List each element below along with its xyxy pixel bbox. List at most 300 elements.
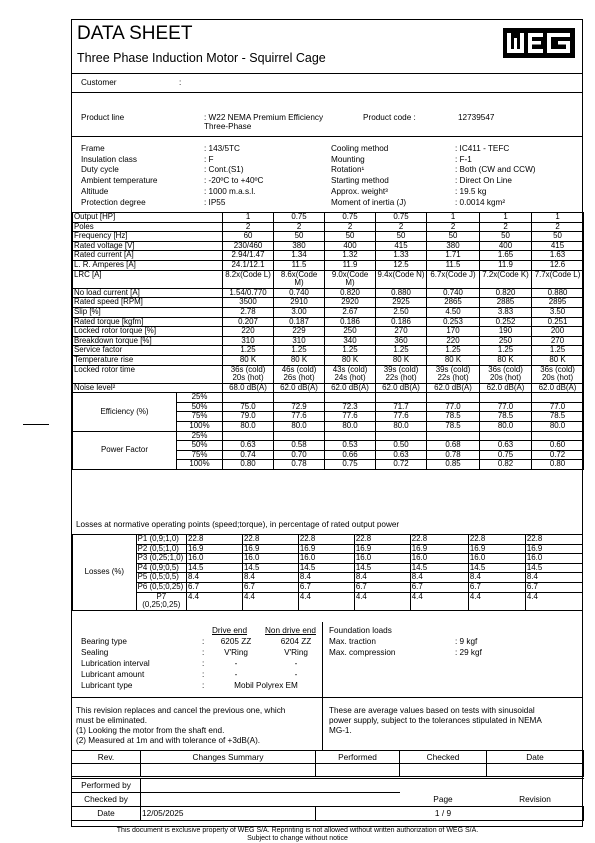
note-line: (1) Looking the motor from the shaft end. — [76, 726, 225, 735]
cell-line-1: 39s (cold) — [383, 365, 419, 374]
cell-value: 0.207 — [223, 317, 274, 327]
spec-value: : IC411 - TEFC — [455, 144, 510, 153]
cell-value — [376, 431, 427, 441]
spec-label: Duty cycle — [81, 165, 119, 175]
row-label: Temperature rise — [73, 355, 223, 365]
load-label: 50% — [177, 441, 223, 451]
divider — [72, 136, 582, 137]
cell-value: 16.0 — [242, 554, 298, 564]
cell-value: 4.50 — [427, 307, 480, 317]
cell-value — [325, 393, 376, 403]
cell-value: 4.4 — [354, 592, 410, 610]
cell-value: 4.4 — [187, 592, 243, 610]
perf-row — [73, 288, 584, 298]
cell-value: 6.7 — [187, 582, 243, 592]
noise-row — [73, 383, 584, 393]
cell-value: 2 — [274, 222, 325, 232]
bearing-sep: : — [202, 659, 205, 668]
perf-row — [73, 336, 584, 346]
cell-value: 1 — [480, 213, 532, 223]
cell-value: 62.0 dB(A) — [376, 383, 427, 393]
cell-value: 0.186 — [325, 317, 376, 327]
cell-value: 0.251 — [532, 317, 584, 327]
cell-value: 2885 — [480, 298, 532, 308]
revision-table — [71, 750, 584, 777]
row-label: Poles — [73, 222, 223, 232]
losses-row — [73, 535, 583, 545]
cell-value: 8.4 — [410, 573, 468, 583]
bearing-sep: : — [202, 648, 205, 657]
cell-value: 8.4 — [354, 573, 410, 583]
cell-value: 0.880 — [376, 288, 427, 298]
cell-value: 11.9 — [325, 260, 376, 270]
bearing-nde-value: V'Ring — [284, 648, 308, 657]
row-label: Rated current [A] — [73, 251, 223, 261]
cell-value: 62.0 dB(A) — [480, 383, 532, 393]
bearing-de-value: Mobil Polyrex EM — [234, 681, 298, 690]
cell-value: 77.0 — [427, 402, 480, 412]
spec-value: : 19.5 kg — [455, 186, 487, 196]
row-label: Breakdown torque [%] — [73, 336, 223, 346]
row-label: No load current [A] — [73, 288, 223, 298]
perf-row — [73, 260, 584, 270]
cell-value: 0.75 — [325, 213, 376, 223]
cell-value: 1.25 — [376, 346, 427, 356]
cell-value: 415 — [532, 241, 584, 251]
cell-value: 0.75 — [376, 213, 427, 223]
cell-value — [325, 431, 376, 441]
divider — [72, 697, 582, 698]
row-label: Slip [%] — [73, 307, 223, 317]
cell-value: 50 — [376, 232, 427, 242]
cell-value — [325, 270, 376, 288]
cell-value — [274, 393, 325, 403]
cell-value: 75.0 — [223, 402, 274, 412]
load-label: 25% — [177, 393, 223, 403]
bearing-sep: : — [202, 637, 205, 646]
cell-value: 16.9 — [525, 544, 582, 554]
cell-value: 2.67 — [325, 307, 376, 317]
cell-value — [532, 431, 584, 441]
cell-value: 2865 — [427, 298, 480, 308]
spec-value: : -20ºC to +40ºC — [204, 176, 264, 186]
cell-value: 0.58 — [274, 441, 325, 451]
cell-value: 71.7 — [376, 402, 427, 412]
cell-value: 220 — [427, 336, 480, 346]
cell-value: 78.5 — [427, 422, 480, 432]
perf-row — [73, 327, 584, 337]
losses-table — [72, 534, 583, 611]
cell-value: 14.5 — [525, 563, 582, 573]
cell-value: 2920 — [325, 298, 376, 308]
note-line: MG-1. — [329, 726, 352, 735]
cell-value: 80 K — [427, 355, 480, 365]
cell-line-1: 8.6x(Code — [280, 270, 318, 279]
perf-row — [73, 213, 584, 223]
cell-value — [274, 365, 325, 383]
spec-value: : Direct On Line — [455, 176, 512, 186]
cell-value: 270 — [376, 327, 427, 337]
cell-value: 22.8 — [298, 535, 354, 545]
cell-value — [427, 270, 480, 288]
row-label: Output [HP] — [73, 213, 223, 223]
cell-value: 80.0 — [376, 422, 427, 432]
cell-line-1: 36s (cold) — [488, 365, 523, 374]
cell-value: 3500 — [223, 298, 274, 308]
spec-label: Approx. weight³ — [331, 186, 388, 196]
page-label: Page — [433, 793, 453, 804]
cell-value: 6.7 — [525, 582, 582, 592]
divider — [72, 73, 582, 74]
cell-value: 16.9 — [468, 544, 525, 554]
cell-value: 2895 — [532, 298, 584, 308]
cell-value: 0.68 — [427, 441, 480, 451]
revision-label: Revision — [519, 793, 551, 804]
foundation-value: : 9 kgf — [455, 637, 478, 646]
cell-value: 16.9 — [187, 544, 243, 554]
cell-value: 78.5 — [480, 412, 532, 422]
cell-value — [223, 270, 274, 288]
spec-value: : 143/5TC — [204, 144, 240, 153]
cell-line-1: 7.2x(Code K) — [482, 270, 529, 279]
cell-value: 50 — [480, 232, 532, 242]
cell-value: 22.8 — [187, 535, 243, 545]
foundation-value: : 29 kgf — [455, 648, 482, 657]
bearing-label: Sealing — [81, 648, 109, 657]
losses-row — [73, 573, 583, 583]
weg-logo — [503, 28, 575, 58]
cell-value: 230/460 — [223, 241, 274, 251]
cell-value: 0.50 — [376, 441, 427, 451]
row-label: Locked rotor time — [73, 365, 223, 383]
customer-label: Customer — [81, 78, 117, 87]
spec-label: Ambient temperature — [81, 176, 158, 186]
cell-value — [376, 393, 427, 403]
cell-value: 0.80 — [223, 460, 274, 470]
cell-value: 6.7 — [242, 582, 298, 592]
cell-value: 0.252 — [480, 317, 532, 327]
cell-value: 16.0 — [187, 554, 243, 564]
cell-value: 80 K — [274, 355, 325, 365]
drive-end-header: Drive end — [212, 626, 248, 635]
cell-value: 0.75 — [480, 450, 532, 460]
cell-value: 16.0 — [354, 554, 410, 564]
spec-label: Altitude — [81, 186, 109, 196]
spec-label: Mounting — [331, 154, 365, 164]
cell-value: 0.66 — [325, 450, 376, 460]
cell-value: 1 — [223, 213, 274, 223]
bearing-nde-value: 6204 ZZ — [280, 637, 312, 646]
losses-row — [73, 582, 583, 592]
cell-value: 1.71 — [427, 251, 480, 261]
cell-value: 0.78 — [427, 450, 480, 460]
spec-label: Frame — [81, 144, 105, 153]
divider — [322, 697, 323, 750]
cell-value: 0.740 — [427, 288, 480, 298]
losses-point: P3 (0,25;1,0) — [136, 554, 186, 564]
cell-value: 1.33 — [376, 251, 427, 261]
cell-value: 16.9 — [410, 544, 468, 554]
cell-value: 8.4 — [525, 573, 582, 583]
load-label: 75% — [177, 450, 223, 460]
cell-value — [223, 365, 274, 383]
cell-value: 22.8 — [525, 535, 582, 545]
cell-value: 2 — [532, 222, 584, 232]
perf-row — [73, 317, 584, 327]
changes-header: Changes Summary — [141, 751, 316, 764]
cell-value: 4.4 — [410, 592, 468, 610]
cell-value: 0.72 — [376, 460, 427, 470]
perf-row — [73, 222, 584, 232]
cell-value: 22.8 — [468, 535, 525, 545]
cell-value: 60 — [223, 232, 274, 242]
cell-value: 1.63 — [532, 251, 584, 261]
cell-value: 22.8 — [410, 535, 468, 545]
cell-line-1: 8.2x(Code L) — [225, 270, 271, 279]
cell-value: 250 — [325, 327, 376, 337]
bearing-de-value: 6205 ZZ — [220, 637, 252, 646]
cell-value: 78.5 — [427, 412, 480, 422]
divider — [322, 622, 323, 697]
losses-point: P2 (0,5;1,0) — [136, 544, 186, 554]
cell-value — [427, 365, 480, 383]
losses-point: P4 (0,9;0,5) — [136, 563, 186, 573]
cell-value: 1.25 — [480, 346, 532, 356]
cell-value: 16.0 — [468, 554, 525, 564]
cell-line-1: 36s (cold) — [230, 365, 266, 374]
cell-value: 62.0 dB(A) — [532, 383, 584, 393]
foundation-label: Max. traction — [329, 637, 376, 646]
cell-value: 0.85 — [427, 460, 480, 470]
cell-value: 16.9 — [242, 544, 298, 554]
cell-value — [532, 393, 584, 403]
cell-value: 14.5 — [298, 563, 354, 573]
cell-value: 2910 — [274, 298, 325, 308]
cell-value — [274, 270, 325, 288]
cell-line-2: 24s (hot) — [334, 373, 366, 383]
cell-value: 8.4 — [187, 573, 243, 583]
product-line-value-2: Three-Phase — [204, 122, 252, 131]
bearing-label: Lubricant type — [81, 681, 133, 690]
cell-value: 80.0 — [274, 422, 325, 432]
losses-point — [136, 592, 186, 610]
checked-header: Checked — [400, 751, 487, 764]
cell-value: 8.4 — [298, 573, 354, 583]
cell-value: 340 — [325, 336, 376, 346]
revision-value — [487, 807, 584, 821]
cell-value: 80.0 — [223, 422, 274, 432]
cell-value: 4.4 — [242, 592, 298, 610]
cell-line-1: 43s (cold) — [332, 365, 368, 374]
bearing-de-value: - — [234, 659, 238, 668]
spec-label: Insulation class — [81, 154, 137, 164]
cell-value: 310 — [274, 336, 325, 346]
cell-value: 270 — [532, 336, 584, 346]
footer-line-2: Subject to change without notice — [247, 835, 348, 842]
cell-value: 229 — [274, 327, 325, 337]
product-line-label: Product line — [81, 113, 125, 122]
product-code-label: Product code : — [363, 113, 416, 122]
cell-value — [376, 365, 427, 383]
cell-value: 1.32 — [325, 251, 376, 261]
losses-title: Losses at normative operating points (speed;torque), in percentage of rated output power — [76, 520, 400, 529]
losses-row — [73, 544, 583, 554]
cell-value — [223, 431, 274, 441]
non-drive-end-header: Non drive end — [265, 626, 316, 635]
cell-value: 77.6 — [376, 412, 427, 422]
date-value: 12/05/2025 — [141, 807, 316, 821]
cell-value: 62.0 dB(A) — [274, 383, 325, 393]
group-label: Efficiency (%) — [73, 393, 177, 431]
cell-value: 310 — [223, 336, 274, 346]
cell-value: 0.75 — [274, 213, 325, 223]
losses-point-line-2: (0,25;0,25) — [142, 600, 181, 610]
cell-line-1: 46s (cold) — [281, 365, 317, 374]
cell-value: 62.0 dB(A) — [325, 383, 376, 393]
cell-value: 11.9 — [480, 260, 532, 270]
foundation-title: Foundation loads — [329, 626, 392, 635]
note-line: (2) Measured at 1m and with tolerance of +3dB(A). — [76, 736, 261, 745]
cell-value — [325, 365, 376, 383]
cell-value: 14.5 — [187, 563, 243, 573]
page-subtitle: Three Phase Induction Motor - Squirrel Cage — [77, 51, 326, 65]
cell-value: 0.187 — [274, 317, 325, 327]
cell-value: 16.9 — [298, 544, 354, 554]
cell-value: 415 — [376, 241, 427, 251]
bearing-de-value: V'Ring — [224, 648, 248, 657]
losses-row-p7 — [73, 592, 583, 610]
load-label: 25% — [177, 431, 223, 441]
cell-value: 400 — [325, 241, 376, 251]
bearing-sep: : — [202, 681, 205, 690]
cell-value — [427, 431, 480, 441]
cell-value: 14.5 — [410, 563, 468, 573]
cell-line-2: 20s (hot) — [541, 373, 574, 383]
cell-line-2: 22s (hot) — [437, 373, 469, 383]
perf-row — [73, 232, 584, 242]
cell-value: 1.54/0.770 — [223, 288, 274, 298]
row-label: Rated speed [RPM] — [73, 298, 223, 308]
signoff-table — [71, 778, 584, 821]
cell-value: 2 — [376, 222, 427, 232]
cell-value: 6.7 — [410, 582, 468, 592]
load-label: 100% — [177, 422, 223, 432]
spec-value: : IP55 — [204, 197, 226, 207]
cell-value: 8.4 — [468, 573, 525, 583]
lrc-row — [73, 270, 584, 288]
cell-value: 80 K — [376, 355, 427, 365]
cell-value: 0.74 — [223, 450, 274, 460]
bearing-label: Lubricant amount — [81, 670, 145, 679]
date-label: Date — [72, 807, 141, 821]
customer-separator: : — [179, 78, 182, 87]
cell-value: 1.34 — [274, 251, 325, 261]
cell-value: 50 — [427, 232, 480, 242]
spec-label: Rotation¹ — [331, 165, 365, 175]
cell-value: 1.25 — [532, 346, 584, 356]
locked-rotor-time-row — [73, 365, 584, 383]
cell-value: 250 — [480, 336, 532, 346]
cell-line-1: 6.7x(Code J) — [430, 270, 476, 279]
cell-value: 14.5 — [242, 563, 298, 573]
cell-value: 14.5 — [468, 563, 525, 573]
spec-value: : 0.0014 kgm² — [455, 197, 506, 207]
cell-value: 220 — [223, 327, 274, 337]
bearing-de-value: - — [234, 670, 238, 679]
row-label: Rated voltage [V] — [73, 241, 223, 251]
cell-value: 62.0 dB(A) — [427, 383, 480, 393]
bearing-nde-value: - — [294, 670, 298, 679]
cell-value: 72.9 — [274, 402, 325, 412]
cell-value: 380 — [427, 241, 480, 251]
cell-value: 1.25 — [274, 346, 325, 356]
cell-value: 3.00 — [274, 307, 325, 317]
margin-mark — [23, 424, 49, 425]
note-line: These are average values based on tests with sinusoidal — [329, 706, 535, 715]
spec-value: : F-1 — [455, 154, 472, 164]
cell-value: 77.6 — [325, 412, 376, 422]
cell-value: 1.25 — [325, 346, 376, 356]
cell-value: 14.5 — [354, 563, 410, 573]
cell-line-2: 22s (hot) — [385, 373, 417, 383]
cell-value: 2 — [427, 222, 480, 232]
cell-value: 80 K — [325, 355, 376, 365]
performance-table — [72, 212, 584, 470]
cell-value: 77.0 — [480, 402, 532, 412]
cell-value — [376, 270, 427, 288]
row-label: Frequency [Hz] — [73, 232, 223, 242]
spec-label: Starting method — [331, 176, 389, 186]
page-value: 1 / 9 — [400, 807, 487, 821]
cell-value: 50 — [325, 232, 376, 242]
perf-row — [73, 298, 584, 308]
losses-point: P1 (0,9;1,0) — [136, 535, 186, 545]
losses-point-line-1: P7 — [156, 592, 167, 601]
cell-value: 0.63 — [376, 450, 427, 460]
cell-value: 16.0 — [298, 554, 354, 564]
cell-value — [532, 270, 584, 288]
bearing-label: Lubrication interval — [81, 659, 150, 668]
product-code-value: 12739547 — [458, 113, 495, 122]
cell-value: 78.5 — [532, 412, 584, 422]
losses-point: P5 (0,5;0,5) — [136, 573, 186, 583]
note-line: This revision replaces and cancel the previous one, which — [76, 706, 286, 715]
cell-value: 16.0 — [525, 554, 582, 564]
bearing-nde-value: - — [294, 659, 298, 668]
note-line: power supply, subject to the tolerances stipulated in NEMA — [329, 716, 542, 725]
cell-value: 0.82 — [480, 460, 532, 470]
cell-value: 3.50 — [532, 307, 584, 317]
perf-row — [73, 355, 584, 365]
note-line: must be eliminated. — [76, 716, 147, 725]
cell-line-1: 39s (cold) — [435, 365, 471, 374]
cell-line-2: 20s (hot) — [232, 373, 264, 383]
cell-line-1: 9.4x(Code N) — [377, 270, 425, 279]
cell-value: 0.820 — [480, 288, 532, 298]
cell-value: 1 — [532, 213, 584, 223]
cell-value: 0.880 — [532, 288, 584, 298]
cell-value — [480, 431, 532, 441]
cell-value: 1.65 — [480, 251, 532, 261]
cell-value: 190 — [480, 327, 532, 337]
cell-value — [480, 270, 532, 288]
cell-value: 6.7 — [354, 582, 410, 592]
cell-value: 0.253 — [427, 317, 480, 327]
cell-value: 16.0 — [410, 554, 468, 564]
perf-row — [73, 307, 584, 317]
row-label: L. R. Amperes [A] — [73, 260, 223, 270]
cell-value: 2 — [480, 222, 532, 232]
